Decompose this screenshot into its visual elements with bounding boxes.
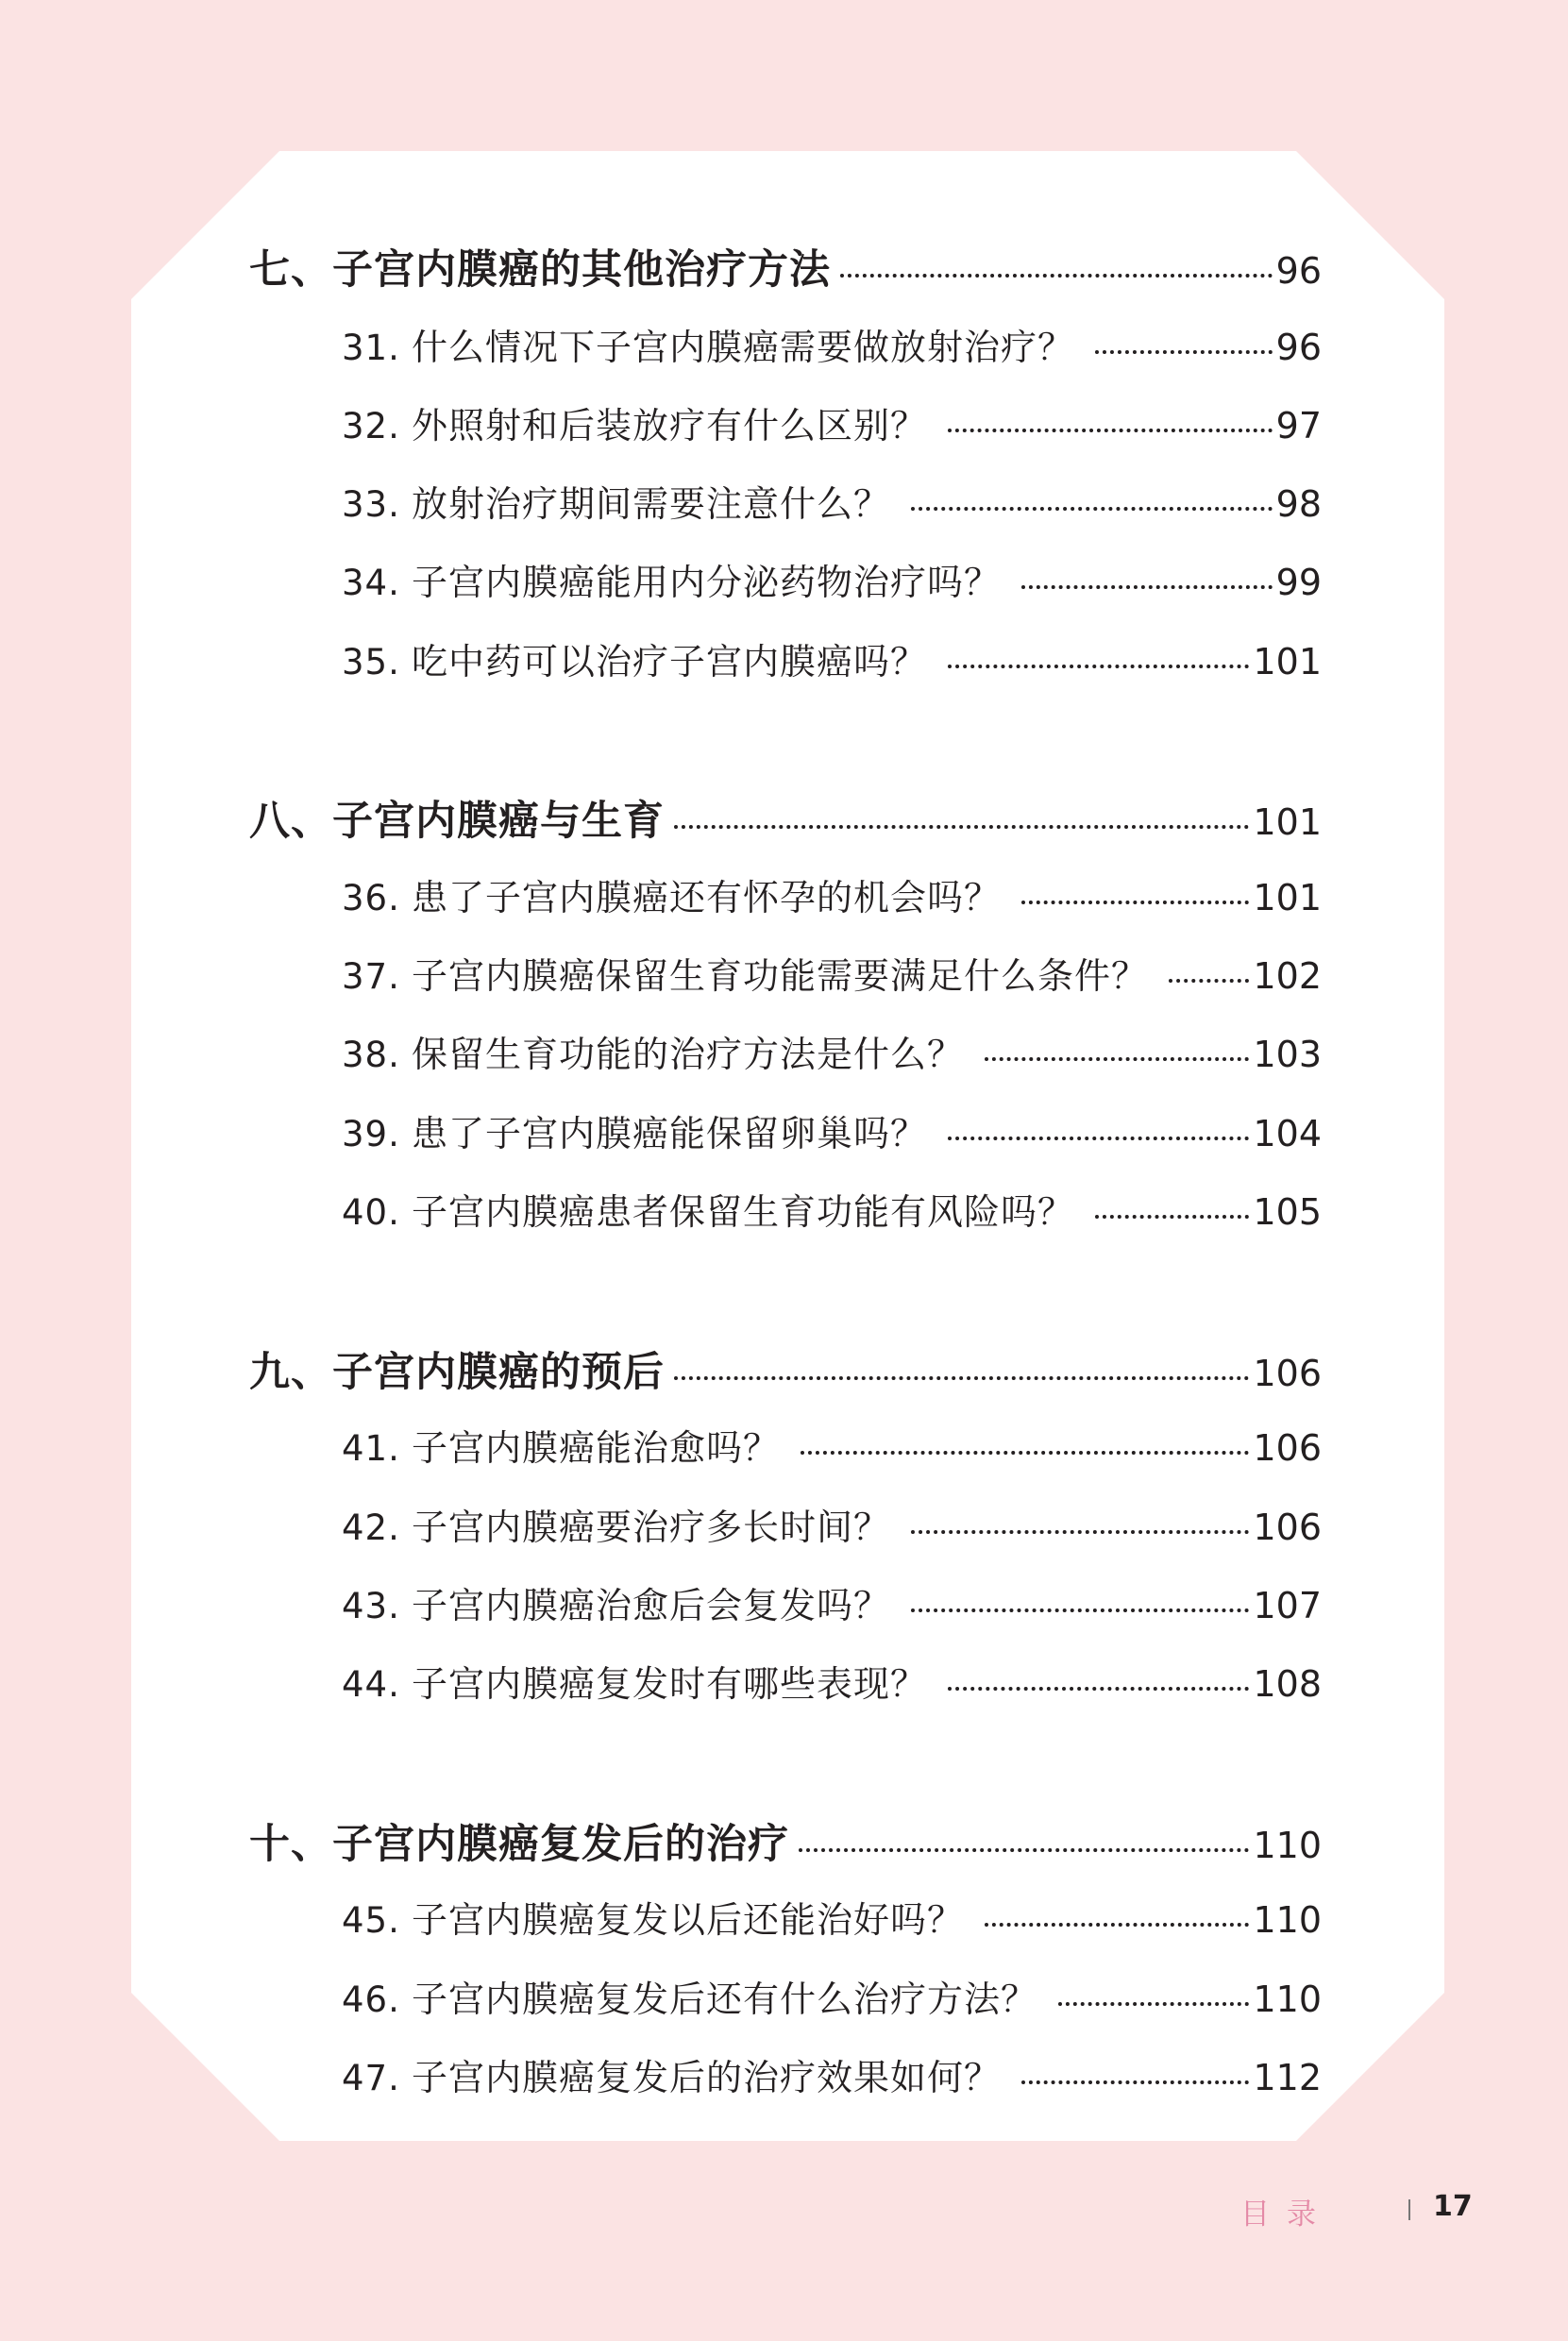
dot-leader xyxy=(799,1848,1249,1852)
item-title: 放射治疗期间需要注意什么？ xyxy=(412,483,891,525)
toc-item-35[interactable] xyxy=(342,632,1322,684)
item-title: 子宫内膜癌治愈后会复发吗？ xyxy=(412,1585,891,1626)
dot-leader xyxy=(948,665,1249,668)
toc-item-31[interactable] xyxy=(342,318,1322,370)
toc-item-34[interactable] xyxy=(342,553,1322,605)
item-number: 45. xyxy=(342,1900,400,1941)
item-number: 34. xyxy=(342,563,400,603)
section-title: 七、子宫内膜癌的其他治疗方法 xyxy=(249,246,831,294)
dot-leader xyxy=(1021,2080,1249,2084)
page-number: 103 xyxy=(1253,1034,1322,1075)
toc-item-44[interactable] xyxy=(342,1655,1322,1707)
item-title: 子宫内膜癌复发以后还能治好吗？ xyxy=(412,1899,965,1941)
dot-leader xyxy=(911,1608,1249,1612)
dot-leader xyxy=(840,274,1273,278)
item-number: 33. xyxy=(342,484,400,525)
dot-leader xyxy=(911,1530,1249,1534)
item-title: 子宫内膜癌复发后还有什么治疗方法？ xyxy=(412,1979,1038,2020)
section-title: 十、子宫内膜癌复发后的治疗 xyxy=(249,1821,789,1868)
toc-item-41[interactable] xyxy=(342,1419,1322,1471)
item-title: 患了子宫内膜癌能保留卵巢吗？ xyxy=(412,1113,928,1154)
page-number: 99 xyxy=(1275,562,1322,603)
footer-page-number: 17 xyxy=(1433,2190,1473,2223)
item-number: 44. xyxy=(342,1664,400,1705)
item-title: 子宫内膜癌能治愈吗？ xyxy=(412,1427,781,1469)
dot-leader xyxy=(1169,979,1249,983)
toc-section-10[interactable] xyxy=(249,1812,1322,1870)
toc-item-36[interactable] xyxy=(342,868,1322,920)
page-number: 110 xyxy=(1253,1899,1322,1941)
dot-leader xyxy=(948,429,1273,432)
toc-item-45[interactable] xyxy=(342,1891,1322,1943)
dot-leader xyxy=(1021,901,1249,904)
toc-item-46[interactable] xyxy=(342,1970,1322,2022)
toc-item-37[interactable] xyxy=(342,947,1322,999)
toc-item-32[interactable] xyxy=(342,396,1322,448)
page-number: 102 xyxy=(1253,955,1322,997)
dot-leader xyxy=(948,1137,1249,1140)
toc-item-42[interactable] xyxy=(342,1498,1322,1550)
dot-leader xyxy=(948,1687,1249,1691)
page-number: 112 xyxy=(1253,2057,1322,2098)
dot-leader xyxy=(1021,585,1273,589)
dot-leader xyxy=(801,1451,1249,1455)
item-number: 39. xyxy=(342,1114,400,1154)
dot-leader xyxy=(1095,1215,1249,1219)
page-number: 106 xyxy=(1253,1507,1322,1548)
item-number: 41. xyxy=(342,1428,400,1469)
item-number: 31. xyxy=(342,328,400,368)
item-number: 40. xyxy=(342,1192,400,1233)
toc-section-8[interactable] xyxy=(249,789,1322,847)
dot-leader xyxy=(985,1923,1249,1927)
item-number: 47. xyxy=(342,2058,400,2098)
page-number: 107 xyxy=(1253,1585,1322,1626)
item-number: 32. xyxy=(342,406,400,446)
toc-item-38[interactable] xyxy=(342,1025,1322,1077)
item-title: 什么情况下子宫内膜癌需要做放射治疗？ xyxy=(412,327,1075,368)
toc-item-40[interactable] xyxy=(342,1183,1322,1235)
item-number: 36. xyxy=(342,878,400,918)
item-title: 子宫内膜癌要治疗多长时间？ xyxy=(412,1507,891,1548)
item-title: 吃中药可以治疗子宫内膜癌吗？ xyxy=(412,641,928,682)
toc-section-9[interactable] xyxy=(249,1340,1322,1398)
dot-leader xyxy=(674,1376,1249,1380)
toc-item-39[interactable] xyxy=(342,1104,1322,1156)
page-number: 96 xyxy=(1275,327,1322,368)
dot-leader xyxy=(1058,2002,1249,2006)
page-number: 106 xyxy=(1253,1427,1322,1469)
dot-leader xyxy=(911,507,1273,511)
page-number: 110 xyxy=(1253,1979,1322,2020)
page-number: 106 xyxy=(1253,1353,1322,1394)
item-number: 37. xyxy=(342,956,400,997)
item-title: 子宫内膜癌能用内分泌药物治疗吗？ xyxy=(412,562,1002,603)
item-title: 子宫内膜癌复发后的治疗效果如何？ xyxy=(412,2057,1002,2098)
item-number: 46. xyxy=(342,1979,400,2020)
page-number: 101 xyxy=(1253,877,1322,918)
section-title: 九、子宫内膜癌的预后 xyxy=(249,1349,665,1396)
dot-leader xyxy=(1095,350,1273,354)
item-number: 42. xyxy=(342,1507,400,1548)
page-number: 98 xyxy=(1275,483,1322,525)
page-number: 96 xyxy=(1275,250,1322,292)
item-number: 35. xyxy=(342,642,400,682)
toc-item-33[interactable] xyxy=(342,475,1322,527)
item-number: 43. xyxy=(342,1586,400,1626)
item-title: 子宫内膜癌复发时有哪些表现？ xyxy=(412,1663,928,1705)
footer-divider xyxy=(1408,2199,1410,2220)
item-title: 子宫内膜癌保留生育功能需要满足什么条件？ xyxy=(412,955,1149,997)
page-number: 97 xyxy=(1275,405,1322,446)
page-number: 104 xyxy=(1253,1113,1322,1154)
page-number: 101 xyxy=(1253,641,1322,682)
footer-section-label: 目录 xyxy=(1240,2198,1333,2232)
page-number: 110 xyxy=(1253,1825,1322,1866)
toc-item-43[interactable] xyxy=(342,1576,1322,1628)
section-title: 八、子宫内膜癌与生育 xyxy=(249,798,665,845)
item-title: 患了子宫内膜癌还有怀孕的机会吗？ xyxy=(412,877,1002,918)
page-number: 105 xyxy=(1253,1191,1322,1233)
item-title: 外照射和后装放疗有什么区别？ xyxy=(412,405,928,446)
item-number: 38. xyxy=(342,1035,400,1075)
dot-leader xyxy=(985,1057,1249,1061)
page-number: 101 xyxy=(1253,801,1322,843)
item-title: 子宫内膜癌患者保留生育功能有风险吗？ xyxy=(412,1191,1075,1233)
page-number: 108 xyxy=(1253,1663,1322,1705)
item-title: 保留生育功能的治疗方法是什么？ xyxy=(412,1034,965,1075)
toc-item-47[interactable] xyxy=(342,2048,1322,2100)
dot-leader xyxy=(674,825,1249,829)
toc-section-7[interactable] xyxy=(249,238,1322,295)
